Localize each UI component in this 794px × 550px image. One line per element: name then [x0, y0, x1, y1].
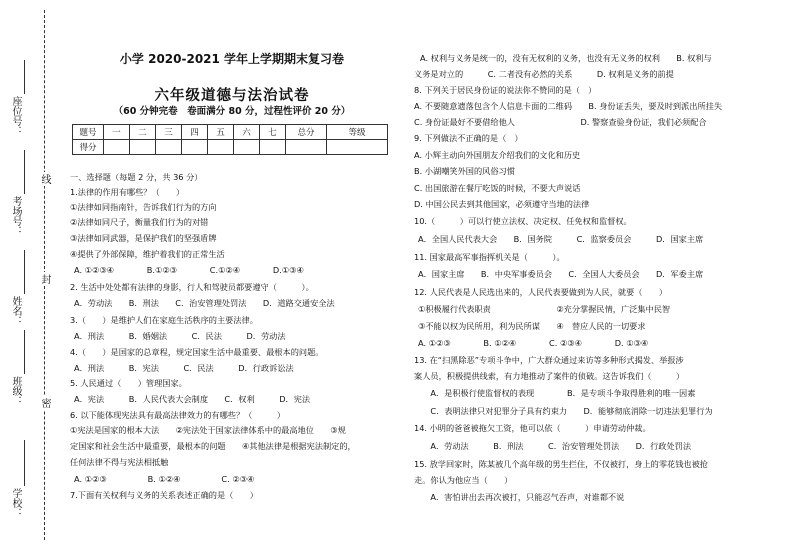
- school-label: 学校：: [10, 488, 21, 518]
- score-cell: 一: [104, 125, 130, 140]
- answer-options: A. 不要随意遗落包含个人信息卡面的二维码 B. 身份证丢失，要及时到派出所挂失: [414, 101, 723, 111]
- question-line: ①宪法是国家的根本大法 ②宪法处于国家法律体系中的最高地位 ③规: [70, 425, 346, 435]
- answer-options: A. ①②③④ B.①②③ C.①②④ D.①③④: [74, 265, 304, 275]
- score-entry[interactable]: [327, 140, 388, 155]
- question-line: 8. 下列关于居民身份证的说法你不赞同的是（ ）: [414, 85, 597, 95]
- answer-options: B. 小湖嘲笑外国的风俗习惯: [414, 166, 515, 176]
- question-line: 定国家和社会生活中最重要，最根本的问题 ④其他法律是根据宪法制定的，: [70, 441, 356, 451]
- answer-options: A. 权利与义务是统一的，没有无权利的义务，也没有无义务的权利 B. 权利与: [420, 53, 712, 63]
- answer-options: A．害怕讲出去再次被打，只能忍气吞声，对谁都不说: [414, 492, 625, 502]
- answer-options: A．刑法 B．婚姻法 C．民法 D．劳动法: [74, 331, 286, 341]
- question-line: 9. 下列做法不正确的是（ ）: [414, 133, 523, 143]
- answer-options: ③不能以权为民所用，利为民所谋 ④ 替应人民的一切要求: [418, 321, 646, 331]
- score-cell: 三: [156, 125, 182, 140]
- question-line: 任何法律不得与宪法相抵触: [70, 457, 169, 467]
- question-line: 4.（ ）是国家的总章程，规定国家生活中最重要、最根本的问题。: [70, 347, 324, 357]
- seat-number-field[interactable]: [24, 60, 25, 94]
- question-line: 5. 人民通过（ ）管理国家。: [70, 378, 187, 388]
- question-line: 13. 在“扫黑除恶”专项斗争中，广大群众通过来访等多种形式揭发、举报涉: [414, 355, 684, 365]
- answer-options: C．表明法律只对犯罪分子具有约束力 D．能够彻底消除一切违法犯罪行为: [414, 406, 713, 416]
- score-entry[interactable]: [104, 140, 130, 155]
- question-line: ②法律如同尺子，衡量我们行为的对错: [70, 217, 209, 227]
- fold-word-mi: 密: [39, 398, 50, 408]
- score-cell: 总分: [286, 125, 327, 140]
- answer-options: C. 出国旅游在餐厅吃饭的时候，不要大声说话: [414, 183, 581, 193]
- question-line: 2. 生活中处处都有法律的身影，行人和驾驶员都要遵守（ ）。: [70, 282, 314, 292]
- left-column: [68, 0, 396, 550]
- question-line: 7.下面有关权利与义务的关系表述正确的是（ ）: [70, 490, 258, 500]
- question-line: 6. 以下能体现宪法具有最高法律效力的有哪些？（ ）: [70, 410, 286, 420]
- answer-options: A．全国人民代表大会 B．国务院 C．监察委员会 D．国家主席: [418, 234, 704, 244]
- school-field[interactable]: [24, 440, 25, 486]
- score-entry[interactable]: [130, 140, 156, 155]
- answer-options: A．国家主席 B．中央军事委员会 C．全国人大委员会 D．军委主席: [418, 269, 704, 279]
- name-field[interactable]: [24, 250, 25, 294]
- answer-options: A．宪法 B．人民代表大会制度 C．权利 D．宪法: [74, 394, 311, 404]
- score-table-header-row: [73, 125, 388, 140]
- score-cell: 七: [260, 125, 286, 140]
- question-line: 10.（ ）可以行使立法权、决定权、任免权和监督权。: [414, 216, 632, 226]
- score-cell: 题号: [73, 125, 104, 140]
- answer-options: A. ①②③ B. ①②④ C. ②③④ D. ①③④: [418, 338, 649, 348]
- question-line: 12. 人民代表是人民选出来的，人民代表要做到为人民，就要（ ）: [414, 287, 668, 297]
- exam-subtitle: （60 分钟完卷 卷面满分 80 分，过程性评价 20 分）: [113, 106, 351, 117]
- answer-options: A. 小辉主动向外国朋友介绍我们的文化和历史: [414, 150, 581, 160]
- exam-room-field[interactable]: [24, 150, 25, 194]
- question-line: 11. 国家最高军事指挥机关是（ ）。: [414, 252, 565, 262]
- score-entry[interactable]: [260, 140, 286, 155]
- score-entry[interactable]: [182, 140, 208, 155]
- question-line: 15. 放学回家时，陈某被几个高年级的男生拦住，不仅被打，身上的零花钱也被抢: [414, 459, 708, 469]
- exam-room-label: 考场号：: [10, 196, 21, 236]
- answer-options: A．劳动法 B．刑法 C．治安管理处罚法 D．行政处罚法: [414, 441, 692, 451]
- fold-word-feng: 封: [39, 274, 50, 284]
- section-heading: 一、选择题（每题 2 分，共 36 分）: [70, 172, 203, 182]
- score-cell: 等级: [327, 125, 388, 140]
- answer-options: A．是积极行使监督权的表现 B．是专项斗争取得胜利的唯一因素: [414, 388, 696, 398]
- answer-options: A．刑法 B．宪法 C．民法 D．行政诉讼法: [74, 363, 294, 373]
- score-row-label: 得分: [73, 140, 104, 155]
- score-cell: 二: [130, 125, 156, 140]
- question-line: 走。你认为他应当（ ）: [414, 475, 513, 485]
- exam-title: 小学 2020-2021 学年上学期期末复习卷: [119, 52, 345, 66]
- answer-options: ①积极履行代表职责 ②充分掌握民情，广泛集中民智: [418, 304, 671, 314]
- answer-options: C. 身份证最好不要借给他人 D. 警察查验身份证，我们必须配合: [414, 117, 707, 127]
- name-label: 姓名：: [10, 296, 21, 326]
- question-line: 1.法律的作用有哪些？（ ）: [70, 187, 185, 197]
- score-entry[interactable]: [208, 140, 234, 155]
- question-line: 14. 小明的爸爸被拖欠工资，他可以依（ ）申请劳动仲裁。: [414, 423, 651, 433]
- answer-options: A．劳动法 B．刑法 C．治安管理处罚法 D．道路交通安全法: [74, 298, 335, 308]
- class-field[interactable]: [24, 330, 25, 374]
- score-cell: 五: [208, 125, 234, 140]
- answer-options: D. 中国公民去到其他国家，必须遵守当地的法律: [414, 199, 590, 209]
- right-column: [414, 0, 786, 550]
- seat-number-label: 座位号：: [10, 96, 21, 136]
- question-line: 3.（ ）是维护人们在家庭生活秩序的主要法律。: [70, 315, 258, 325]
- question-line: ①法律如同指南针，告诉我们行为的方向: [70, 202, 217, 212]
- question-line: ④提供了外部保障，维护着我们的正常生活: [70, 249, 225, 259]
- question-line: 案人员，积极提供线索，有力地推动了案件的侦破。这告诉我们（ ）: [414, 371, 685, 381]
- score-cell: 六: [234, 125, 260, 140]
- score-entry[interactable]: [234, 140, 260, 155]
- score-cell: 四: [182, 125, 208, 140]
- score-table: [72, 124, 388, 155]
- fold-word-xian: 线: [39, 174, 50, 184]
- score-entry[interactable]: [286, 140, 327, 155]
- subject-title: 六年级道德与法治试卷: [154, 88, 310, 104]
- score-entry[interactable]: [156, 140, 182, 155]
- answer-options: 义务是对立的 C. 二者没有必然的关系 D. 权利是义务的前提: [414, 69, 674, 79]
- class-label: 班级：: [10, 376, 21, 406]
- answer-options: A. ①②③ B. ①②④ C. ②③④: [74, 474, 255, 484]
- score-table-score-row: [73, 140, 388, 155]
- question-line: ③法律如同武器，是保护我们的坚强盾牌: [70, 233, 217, 243]
